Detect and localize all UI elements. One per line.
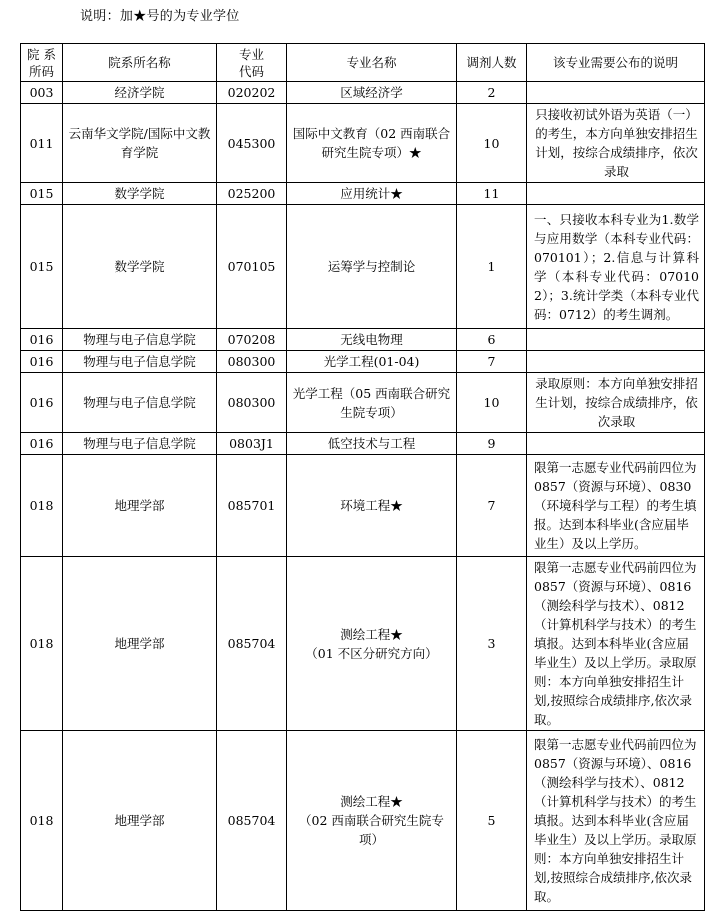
- cell-dept-name: 数学学院: [63, 183, 217, 205]
- cell-desc: [527, 82, 705, 104]
- cell-dept-name: 物理与电子信息学院: [63, 373, 217, 433]
- cell-major-code: 070208: [217, 329, 287, 351]
- cell-major-name: 无线电物理: [287, 329, 457, 351]
- cell-major-name: 光学工程（05 西南联合研究生院专项）: [287, 373, 457, 433]
- cell-desc: 只接收初试外语为英语（一）的考生，本方向单独安排招生计划，按综合成绩排序，依次录取: [527, 104, 705, 183]
- cell-count: 2: [457, 82, 527, 104]
- header-desc: 该专业需要公布的说明: [527, 44, 705, 82]
- cell-dept-code: 016: [21, 351, 63, 373]
- cell-major-name: 低空技术与工程: [287, 433, 457, 455]
- cell-desc: [527, 351, 705, 373]
- cell-major-name: 环境工程★: [287, 455, 457, 557]
- table-row: [21, 373, 705, 433]
- cell-dept-code: 003: [21, 82, 63, 104]
- cell-count: 10: [457, 104, 527, 183]
- cell-major-name: 区域经济学: [287, 82, 457, 104]
- cell-dept-code: 016: [21, 329, 63, 351]
- cell-major-code: 085701: [217, 455, 287, 557]
- cell-dept-code: 011: [21, 104, 63, 183]
- header-dept-code: 院 系 所码: [21, 44, 63, 82]
- cell-major-code: 080300: [217, 373, 287, 433]
- cell-dept-code: 018: [21, 455, 63, 557]
- cell-dept-code: 016: [21, 433, 63, 455]
- cell-major-name: 光学工程(01-04): [287, 351, 457, 373]
- cell-count: 7: [457, 455, 527, 557]
- cell-dept-name: 经济学院: [63, 82, 217, 104]
- header-dept-name: 院系所名称: [63, 44, 217, 82]
- cell-major-name: 测绘工程★ （01 不区分研究方向）: [287, 557, 457, 731]
- cell-dept-name: 地理学部: [63, 455, 217, 557]
- cell-desc: 录取原则：本方向单独安排招生计划，按综合成绩排序，依次录取: [527, 373, 705, 433]
- header-major-code: 专业 代码: [217, 44, 287, 82]
- table-row: [21, 731, 705, 911]
- cell-major-code: 020202: [217, 82, 287, 104]
- cell-desc: [527, 183, 705, 205]
- header-row: [21, 44, 705, 82]
- table-row: [21, 557, 705, 731]
- table-row: [21, 183, 705, 205]
- table-row: [21, 329, 705, 351]
- cell-desc: [527, 329, 705, 351]
- header-count: 调剂人数: [457, 44, 527, 82]
- table-row: [21, 455, 705, 557]
- cell-major-name: 测绘工程★ （02 西南联合研究生院专项）: [287, 731, 457, 911]
- table-row: [21, 205, 705, 329]
- cell-count: 1: [457, 205, 527, 329]
- cell-dept-name: 数学学院: [63, 205, 217, 329]
- cell-count: 7: [457, 351, 527, 373]
- cell-dept-name: 地理学部: [63, 557, 217, 731]
- cell-major-code: 080300: [217, 351, 287, 373]
- cell-major-code: 045300: [217, 104, 287, 183]
- table-row: [21, 351, 705, 373]
- cell-desc: 限第一志愿专业代码前四位为0857（资源与环境）、0816（测绘科学与技术）、0812（计算机科学与技术）的考生填报。达到本科毕业(含应届毕业生）及以上学历。录取原则：本方向单独安排招生计划,按照综合成绩排序,依次录取。: [527, 731, 705, 911]
- cell-dept-name: 云南华文学院/国际中文教育学院: [63, 104, 217, 183]
- cell-dept-code: 015: [21, 205, 63, 329]
- cell-major-code: 085704: [217, 557, 287, 731]
- cell-dept-code: 015: [21, 183, 63, 205]
- cell-major-code: 0803J1: [217, 433, 287, 455]
- cell-dept-code: 018: [21, 731, 63, 911]
- cell-desc: [527, 433, 705, 455]
- cell-major-code: 025200: [217, 183, 287, 205]
- cell-dept-code: 018: [21, 557, 63, 731]
- header-major-name: 专业名称: [287, 44, 457, 82]
- cell-dept-name: 物理与电子信息学院: [63, 351, 217, 373]
- cell-major-name: 运筹学与控制论: [287, 205, 457, 329]
- cell-dept-name: 地理学部: [63, 731, 217, 911]
- cell-dept-name: 物理与电子信息学院: [63, 433, 217, 455]
- cell-count: 10: [457, 373, 527, 433]
- cell-dept-code: 016: [21, 373, 63, 433]
- cell-desc: 一、只接收本科专业为1.数学与应用数学（本科专业代码：070101）；2.信息与计算科学（本科专业代码：070102）；3.统计学类（本科专业代码：0712）的考生调剂。: [527, 205, 705, 329]
- cell-count: 6: [457, 329, 527, 351]
- cell-dept-name: 物理与电子信息学院: [63, 329, 217, 351]
- cell-major-code: 085704: [217, 731, 287, 911]
- cell-desc: 限第一志愿专业代码前四位为0857（资源与环境）、0816（测绘科学与技术）、0812（计算机科学与技术）的考生填报。达到本科毕业(含应届毕业生）及以上学历。录取原则：本方向单独安排招生计划,按照综合成绩排序,依次录取。: [527, 557, 705, 731]
- cell-count: 9: [457, 433, 527, 455]
- table-row: [21, 433, 705, 455]
- adjustment-table: [20, 43, 705, 911]
- cell-desc: 限第一志愿专业代码前四位为0857（资源与环境）、0830（环境科学与工程）的考生填报。达到本科毕业(含应届毕业生）及以上学历。: [527, 455, 705, 557]
- cell-count: 5: [457, 731, 527, 911]
- cell-major-code: 070105: [217, 205, 287, 329]
- cell-count: 11: [457, 183, 527, 205]
- cell-count: 3: [457, 557, 527, 731]
- table-row: [21, 104, 705, 183]
- table-note: 说明：加★号的为专业学位: [80, 9, 240, 24]
- table-row: [21, 82, 705, 104]
- cell-major-name: 国际中文教育（02 西南联合研究生院专项）★: [287, 104, 457, 183]
- cell-major-name: 应用统计★: [287, 183, 457, 205]
